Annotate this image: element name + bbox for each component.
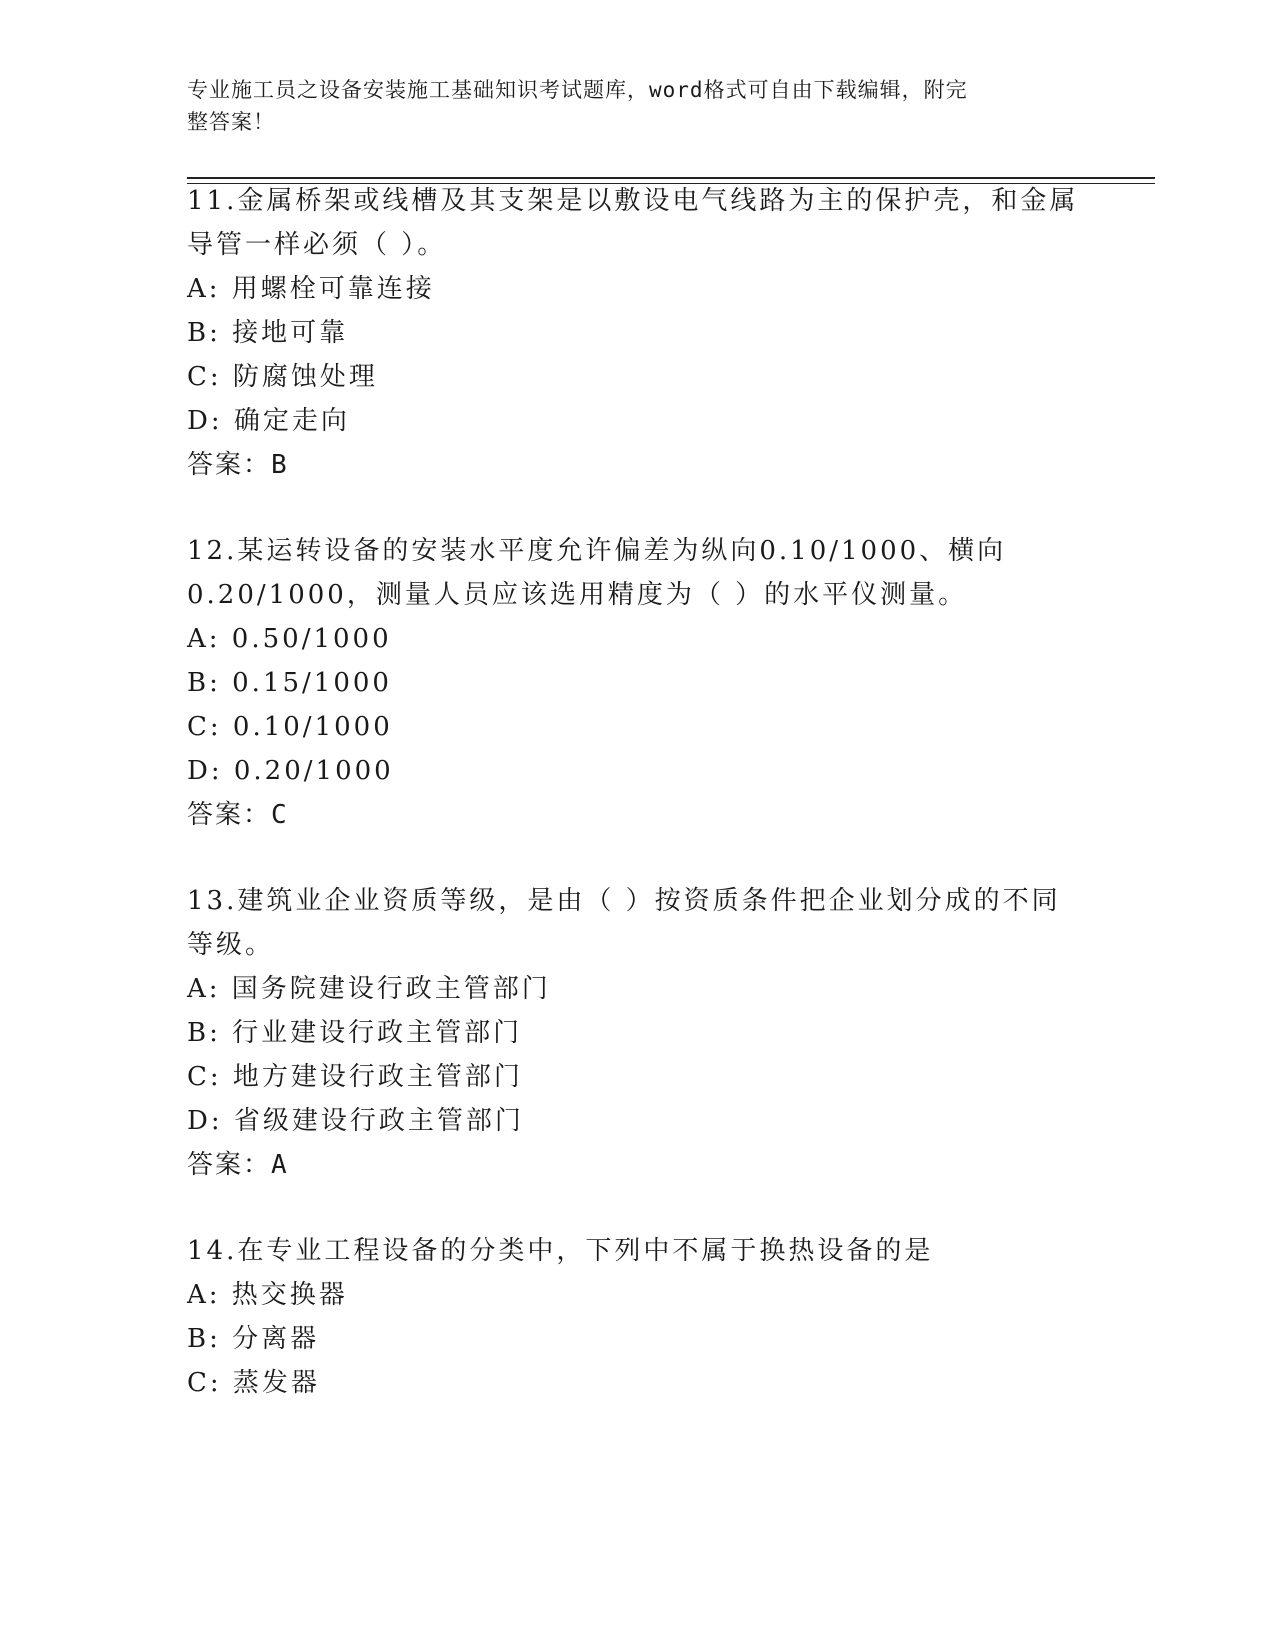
header-line-1: 专业施工员之设备安装施工基础知识考试题库，word格式可自由下载编辑，附完 — [187, 78, 968, 102]
option-b: B: 0.15/1000 — [187, 668, 392, 698]
answer-line — [187, 448, 289, 482]
answer-line — [187, 798, 289, 832]
answer-label: 答案： — [187, 1150, 272, 1180]
option-a: A: 用螺栓可靠连接 — [187, 274, 435, 304]
answer-line — [187, 1148, 289, 1182]
answer-label: 答案： — [187, 450, 272, 480]
answer-value: C — [271, 800, 289, 830]
option-a: A: 0.50/1000 — [187, 624, 392, 654]
question-stem-line: 等级。 — [187, 930, 275, 960]
question-stem-line: 13.建筑业企业资质等级，是由（ ）按资质条件把企业划分成的不同 — [187, 886, 1061, 916]
question-stem-line: 导管一样必须（ ）。 — [187, 230, 447, 260]
option-b: B: 行业建设行政主管部门 — [187, 1018, 523, 1048]
option-a: A: 热交换器 — [187, 1280, 348, 1310]
answer-label: 答案： — [187, 800, 272, 830]
option-b: B: 分离器 — [187, 1324, 320, 1354]
option-d: D: 确定走向 — [187, 406, 350, 436]
option-c: C: 蒸发器 — [187, 1368, 320, 1398]
answer-value: B — [271, 450, 289, 480]
option-a: A: 国务院建设行政主管部门 — [187, 974, 551, 1004]
document-header — [187, 74, 1087, 138]
option-d: D: 省级建设行政主管部门 — [187, 1106, 524, 1136]
option-d: D: 0.20/1000 — [187, 756, 394, 786]
question-stem-line: 14.在专业工程设备的分类中，下列中不属于换热设备的是 — [187, 1236, 934, 1266]
option-c: C: 地方建设行政主管部门 — [187, 1062, 523, 1092]
question-stem-line: 11.金属桥架或线槽及其支架是以敷设电气线路为主的保护壳，和金属 — [187, 186, 1079, 216]
answer-value: A — [271, 1150, 289, 1180]
question-stem-line: 0.20/1000，测量人员应该选用精度为（ ）的水平仪测量。 — [187, 580, 968, 610]
header-line-2: 整答案！ — [187, 110, 275, 134]
question-stem-line: 12.某运转设备的安装水平度允许偏差为纵向0.10/1000、横向 — [187, 536, 1007, 566]
option-c: C: 0.10/1000 — [187, 712, 393, 742]
header-divider-thick — [187, 177, 1155, 179]
option-c: C: 防腐蚀处理 — [187, 362, 378, 392]
option-b: B: 接地可靠 — [187, 318, 349, 348]
